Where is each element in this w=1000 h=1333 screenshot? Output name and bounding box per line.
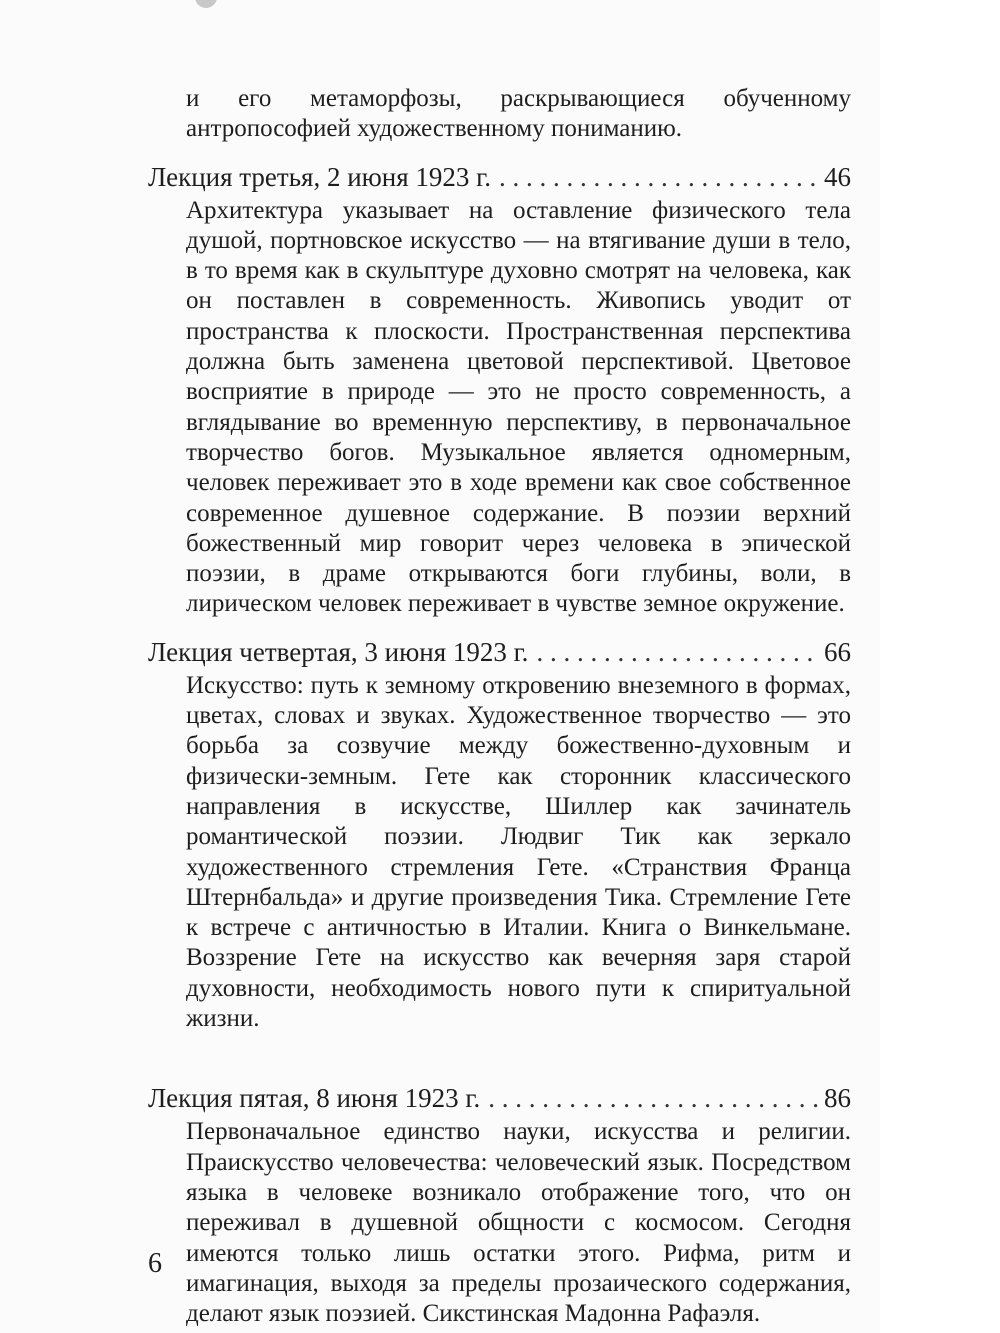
page-number: 6 xyxy=(148,1248,162,1279)
entry-title: Лекция четвертая, 3 июня 1923 г. xyxy=(148,636,529,667)
dot-leader xyxy=(536,636,818,669)
entry-page-number: 66 xyxy=(824,636,851,667)
toc-entry-lecture-3 xyxy=(148,161,851,620)
entry-summary: Архитектура указывает на оставление физического тела душой, портновское искусство — на втягивание души в тело, в то время как в скульптуре духовно смотрят на человека, как он поставлен в современность. Живопись уводит от пространства к плоскости. Пространственная перспектива должна быть заменена цветовой перспективой. Цветовое восприятие в природе — это не просто современность, а вглядывание во временную перспективу, в первоначальное творчество богов. Музыкальное является одномерным, человек переживает это в ходе времени как свое собственное современное душевное содержание. В поэзии верхний божественный мир говорит через человека в эпической поэзии, в драме открываются боги глубины, воли, в лирическом человек переживает в чувстве земное окружение. xyxy=(186,196,851,618)
carryover-summary: и его метаморфозы, раскрывающиеся обученному антропософией художественному пониманию. xyxy=(186,85,851,143)
page-edge-mark xyxy=(195,0,217,8)
entry-summary: Первоначальное единство науки, искусства и религии. Праискусство человечества: человеческий язык. Посредством языка в человеке возникало отображение того, что он переживал в душевной общности с космосом. Сегодня имеются только лишь остатки этого. Рифма, ритм и имагинация, выходя за пределы прозаического содержания, делают язык поэзией. Сикстинская Мадонна Рафаэля. xyxy=(186,1118,851,1328)
toc-entry-lecture-5 xyxy=(148,1082,851,1329)
toc-entry-heading xyxy=(148,161,851,194)
toc-entry-heading xyxy=(148,636,851,669)
table-of-contents xyxy=(148,84,851,1329)
entry-page-number: 46 xyxy=(824,161,851,192)
entry-title: Лекция пятая, 8 июня 1923 г. xyxy=(148,1083,481,1114)
entry-title: Лекция третья, 2 июня 1923 г. xyxy=(148,161,491,192)
entry-summary: Искусство: путь к земному откровению внеземного в формах, цветах, словах и звуках. Художественное творчество — это борьба за созвучие между божественно-духовным и физически-земным. Гете как сторонник классического направления в искусстве, Шиллер как зачинатель романтической поэзии. Людвиг Тик как зеркало художественного стремления Гете. «Странствия Франца Штернбальда» и другие произведения Тика. Стремление Гете к встрече с античностью в Италии. Книга о Винкельмане. Воззрение Гете на искусство как вечерняя заря старой духовности, необходимость нового пути к спиритуальной жизни. xyxy=(186,671,851,1033)
entry-page-number: 86 xyxy=(824,1083,851,1114)
page-background-margin xyxy=(880,0,1000,1333)
dot-leader xyxy=(488,1082,818,1115)
dot-leader xyxy=(499,161,818,194)
toc-entry-heading xyxy=(148,1082,851,1115)
toc-entry-lecture-4 xyxy=(148,636,851,1035)
